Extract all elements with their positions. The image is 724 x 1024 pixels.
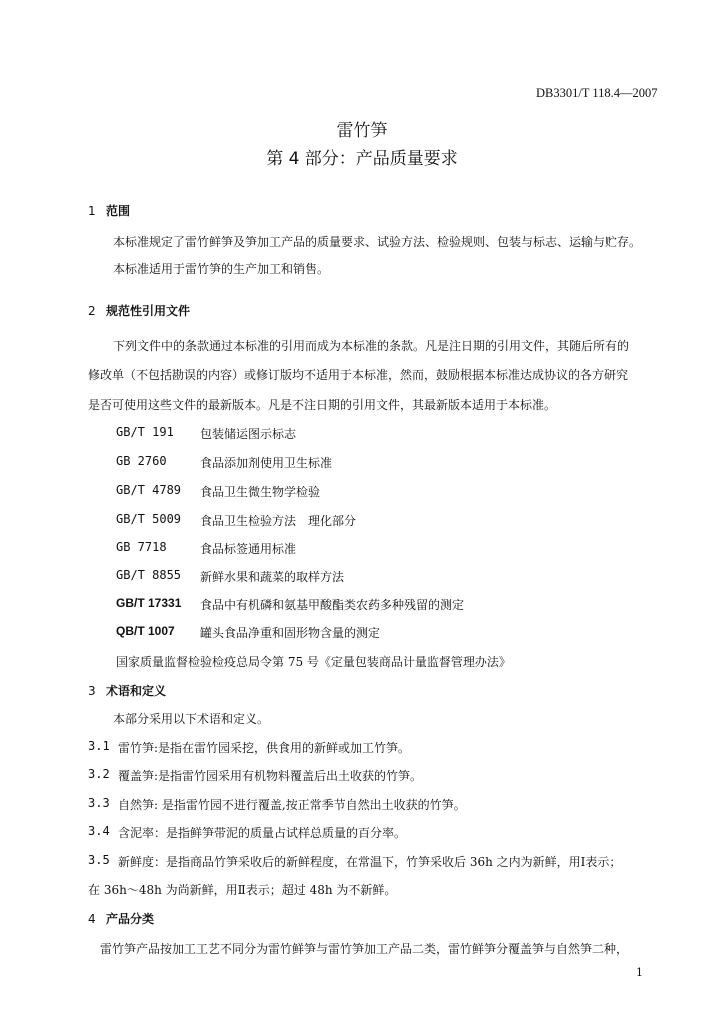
section-number: 1 — [88, 204, 96, 218]
term-text: 覆盖笋:是指雷竹园采用有机物料覆盖后出土收获的竹笋。 — [118, 769, 423, 783]
ref-title: 新鲜水果和蔬菜的取样方法 — [200, 570, 345, 584]
ref-title: 食品标签通用标准 — [200, 542, 297, 556]
section-title: 产品分类 — [106, 912, 155, 926]
term-text-continued: 在 36h～48h 为尚新鲜，用Ⅱ表示；超过 48h 为不新鲜。 — [88, 883, 397, 897]
section-number: 3 — [88, 684, 96, 698]
ref-code: QB/T 1007 — [116, 624, 175, 638]
document-title: 雷竹笋 — [336, 121, 388, 141]
term-number: 3.3 — [88, 796, 110, 810]
section-4-heading — [88, 910, 154, 927]
ref-title: 食品卫生检验方法 理化部分 — [200, 514, 357, 528]
term-number: 3.4 — [88, 824, 110, 838]
term-text: 含泥率：是指鲜笋带泥的质量占试样总质量的百分率。 — [118, 826, 407, 840]
section-number: 2 — [88, 304, 96, 318]
term-text: 雷竹笋:是指在雷竹园采挖，供食用的新鲜或加工竹笋。 — [118, 741, 411, 755]
paragraph: 本部分采用以下术语和定义。 — [113, 712, 270, 726]
ref-title: 食品卫生微生物学检验 — [200, 485, 321, 499]
ref-title: 食品中有机磷和氨基甲酸酯类农药多种残留的测定 — [200, 598, 465, 612]
term-text: 新鲜度：是指商品竹笋采收后的新鲜程度，在常温下，竹笋采收后 36h 之内为新鲜，用Ⅰ表示； — [118, 855, 622, 869]
section-2-heading — [88, 302, 190, 319]
paragraph: 本标准适用于雷竹笋的生产加工和销售。 — [113, 262, 330, 276]
section-title: 术语和定义 — [106, 684, 167, 698]
ref-code: GB 2760 — [116, 454, 167, 468]
term-number: 3.2 — [88, 767, 110, 781]
paragraph-line: 下列文件中的条款通过本标准的引用而成为本标准的条款。凡是注日期的引用文件，其随后所有的 — [113, 339, 630, 353]
ref-order: 国家质量监督检验检疫总局令第 75 号《定量包装商品计量监督管理办法》 — [116, 655, 511, 669]
section-title: 范围 — [106, 204, 131, 218]
ref-title: 食品添加剂使用卫生标准 — [200, 456, 333, 470]
ref-code: GB/T 5009 — [116, 512, 182, 526]
section-number: 4 — [88, 912, 96, 926]
ref-code: GB/T 191 — [116, 425, 174, 439]
paragraph: 本标准规定了雷竹鲜笋及笋加工产品的质量要求、试验方法、检验规则、包装与标志、运输与贮存。 — [113, 235, 642, 249]
section-1-heading — [88, 202, 130, 219]
ref-code: GB/T 17331 — [116, 596, 182, 610]
term-number: 3.5 — [88, 853, 110, 867]
term-number: 3.1 — [88, 739, 110, 753]
term-text: 自然笋: 是指雷竹园不进行覆盖,按正常季节自然出土收获的竹笋。 — [118, 798, 466, 812]
paragraph-line: 修改单（不包括勘误的内容）或修订版均不适用于本标准，然而，鼓励根据本标准达成协议的各方研究 — [88, 368, 629, 382]
ref-title: 包装储运图示标志 — [200, 427, 297, 441]
section-3-heading — [88, 682, 166, 699]
page-number: 1 — [636, 966, 643, 979]
standard-code: DB3301/T 118.4—2007 — [536, 86, 658, 100]
paragraph-line: 是否可使用这些文件的最新版本。凡是不注日期的引用文件，其最新版本适用于本标准。 — [88, 398, 557, 412]
section-title: 规范性引用文件 — [106, 304, 191, 318]
ref-code: GB/T 8855 — [116, 568, 182, 582]
ref-code: GB 7718 — [116, 540, 167, 554]
document-subtitle: 第 4 部分：产品质量要求 — [266, 149, 458, 169]
paragraph: 雷竹笋产品按加工工艺不同分为雷竹鲜笋与雷竹笋加工产品二类，雷竹鲜笋分覆盖笋与自然笋二种， — [100, 942, 629, 956]
ref-code: GB/T 4789 — [116, 483, 182, 497]
ref-title: 罐头食品净重和固形物含量的测定 — [200, 626, 381, 640]
